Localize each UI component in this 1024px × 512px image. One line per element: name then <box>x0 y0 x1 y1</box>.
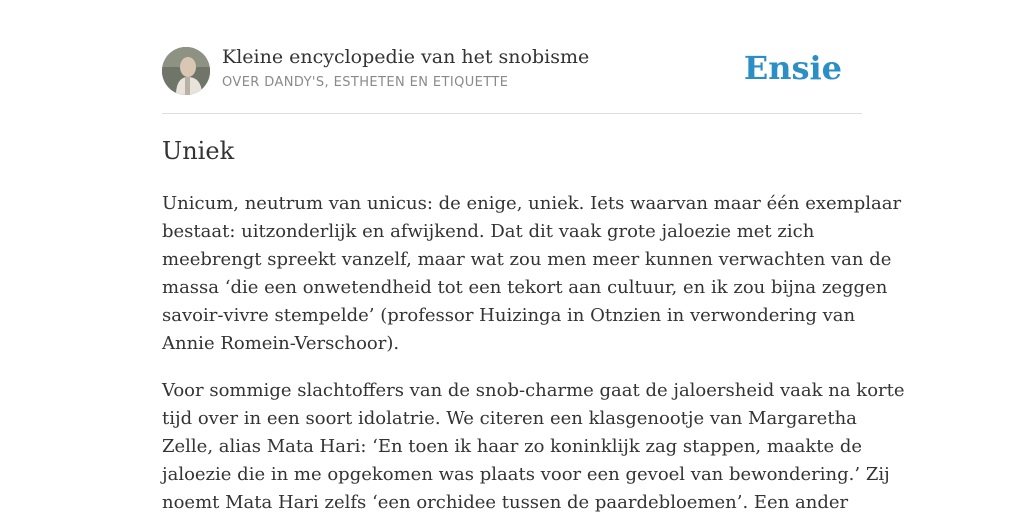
article-title: Uniek <box>162 137 235 165</box>
paragraph-line: Zelle, alias Mata Hari: ‘En toen ik haar zo koninklijk zag stappen, maakte de <box>162 436 863 457</box>
paragraph-line: Annie Romein-Verschoor). <box>162 333 400 354</box>
article-body <box>162 190 905 512</box>
site-title[interactable]: Kleine encyclopedie van het snobisme <box>222 46 590 68</box>
paragraph-line: Unicum, neutrum van unicus: de enige, uniek. Iets waarvan maar één exemplaar <box>162 193 902 214</box>
site-header <box>162 46 862 96</box>
paragraph-2 <box>162 377 905 512</box>
paragraph-line: savoir-vivre stempelde’ (professor Huizinga in Otnzien in verwondering van <box>162 305 856 326</box>
site-subtitle: OVER DANDY'S, ESTHETEN EN ETIQUETTE <box>222 75 509 90</box>
paragraph-line: Voor sommige slachtoffers van de snob-charme gaat de jaloersheid vaak na korte <box>162 380 905 401</box>
paragraph-line: tijd over in een soort idolatrie. We citeren een klasgenootje van Margaretha <box>162 408 857 429</box>
paragraph-line: bestaat: uitzonderlijk en afwijkend. Dat dit vaak grote jaloezie met zich <box>162 221 815 242</box>
author-avatar[interactable] <box>162 47 210 95</box>
header-divider <box>162 113 862 114</box>
paragraph-line: meebrengt spreekt vanzelf, maar wat zou men meer kunnen verwachten van de <box>162 249 892 270</box>
paragraph-1 <box>162 190 902 358</box>
author-photo-icon <box>162 47 210 95</box>
paragraph-line: massa ‘die een onwetendheid tot een tekort aan cultuur, en ik zou bijna zeggen <box>162 277 888 298</box>
paragraph-line: noemt Mata Hari zelfs ‘een orchidee tussen de paardebloemen’. Een ander <box>162 492 849 512</box>
paragraph-line: jaloezie die in me opgekomen was plaats voor een gevoel van bewondering.’ Zij <box>162 464 890 485</box>
brand-logo[interactable]: Ensie <box>743 49 842 87</box>
